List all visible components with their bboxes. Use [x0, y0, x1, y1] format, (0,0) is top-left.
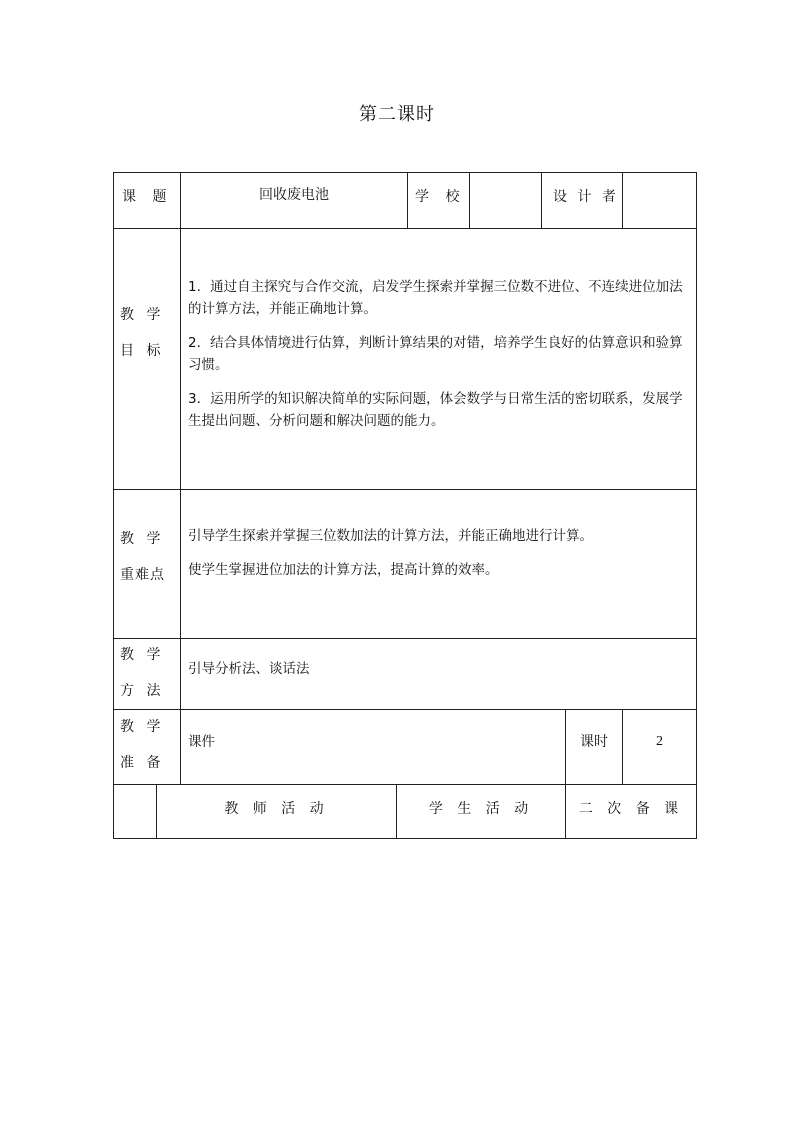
goal-item: 2．结合具体情境进行估算，判断计算结果的对错，培养学生良好的估算意识和验算习惯。	[188, 335, 683, 373]
second-prep-header: 二 次 备 课	[578, 801, 684, 817]
keypoint-item: 使学生掌握进位加法的计算方法，提高计算的效率。	[188, 562, 499, 578]
keypoints-label: 教 学 重难点	[120, 531, 165, 583]
keypoints-list	[188, 525, 692, 593]
keypoint-item: 引导学生探索并掌握三位数加法的计算方法，并能正确地进行计算。	[188, 528, 593, 544]
school-label: 学 校	[415, 189, 466, 205]
goal-item: 3．运用所学的知识解决简单的实际问题，体会数学与日常生活的密切联系，发展学生提出问题、分析问题和解决问题的能力。	[188, 391, 683, 429]
subject-label: 课 题	[122, 189, 173, 205]
goals-list	[188, 276, 692, 444]
periods-label: 课时	[580, 734, 608, 750]
goals-label: 教 学 目 标	[120, 307, 165, 359]
prep-value: 课件	[188, 734, 215, 750]
designer-label: 设 计 者	[553, 189, 619, 205]
periods-value: 2	[656, 734, 663, 749]
teacher-activity-header: 教 师 活 动	[224, 801, 329, 817]
method-label: 教 学 方 法	[120, 647, 165, 699]
student-activity-header: 学 生 活 动	[428, 801, 534, 817]
goal-item: 1．通过自主探究与合作交流，启发学生探索并掌握三位数不进位、不连续进位加法的计算方法，并能正确地计算。	[188, 279, 683, 317]
page-title: 第二课时	[359, 104, 435, 125]
prep-label: 教 学 准 备	[120, 719, 165, 771]
subject-value: 回收废电池	[259, 187, 329, 203]
method-value: 引导分析法、谈话法	[188, 661, 310, 677]
